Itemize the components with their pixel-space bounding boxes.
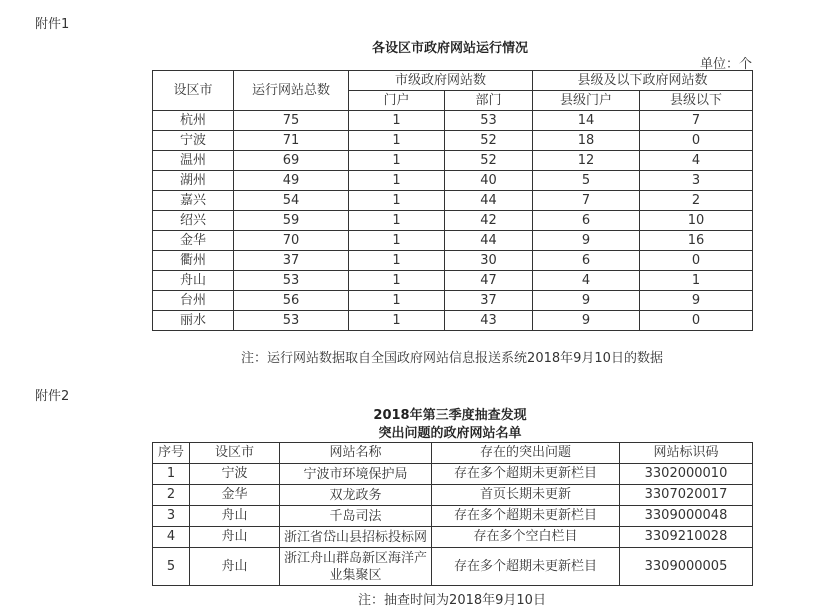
no-cell: 4: [153, 527, 190, 548]
city-website-table: [152, 70, 753, 331]
portal-cell: 1: [349, 291, 445, 311]
city-cell: 舟山: [190, 506, 280, 527]
attachment2-label: 附件2: [35, 389, 70, 404]
table-row: [153, 251, 753, 271]
city-cell: 金华: [153, 231, 234, 251]
header-portal: 门户: [349, 91, 445, 111]
dept-cell: 37: [445, 291, 533, 311]
site-name-cell: 双龙政务: [280, 485, 432, 506]
site-code-cell: 3309000048: [620, 506, 753, 527]
dept-cell: 44: [445, 231, 533, 251]
header-below-county: 县级以下: [640, 91, 753, 111]
total-cell: 37: [234, 251, 349, 271]
city-cell: 杭州: [153, 111, 234, 131]
header-issue: 存在的突出问题: [432, 443, 620, 464]
dept-cell: 42: [445, 211, 533, 231]
portal-cell: 1: [349, 151, 445, 171]
dept-cell: 43: [445, 311, 533, 331]
below-county-cell: 4: [640, 151, 753, 171]
issue-cell: 存在多个空白栏目: [432, 527, 620, 548]
table-row: [153, 131, 753, 151]
table-header-row: [153, 443, 753, 464]
city-cell: 嘉兴: [153, 191, 234, 211]
total-cell: 70: [234, 231, 349, 251]
table-row: [153, 171, 753, 191]
issue-cell: 存在多个超期未更新栏目: [432, 506, 620, 527]
city-cell: 舟山: [190, 548, 280, 586]
portal-cell: 1: [349, 211, 445, 231]
below-county-cell: 0: [640, 131, 753, 151]
below-county-cell: 3: [640, 171, 753, 191]
total-cell: 69: [234, 151, 349, 171]
no-cell: 3: [153, 506, 190, 527]
portal-cell: 1: [349, 231, 445, 251]
header-city-group: 市级政府网站数: [349, 71, 533, 91]
dept-cell: 44: [445, 191, 533, 211]
county-portal-cell: 6: [533, 211, 640, 231]
county-portal-cell: 14: [533, 111, 640, 131]
problem-websites-table: [152, 442, 753, 586]
table-row: [153, 151, 753, 171]
table-row: [153, 271, 753, 291]
attachment2-title-line1: 2018年第三季度抽查发现: [373, 408, 527, 423]
county-portal-cell: 9: [533, 291, 640, 311]
below-county-cell: 9: [640, 291, 753, 311]
header-county-group: 县级及以下政府网站数: [533, 71, 753, 91]
portal-cell: 1: [349, 131, 445, 151]
below-county-cell: 0: [640, 311, 753, 331]
issue-cell: 存在多个超期未更新栏目: [432, 548, 620, 586]
site-code-cell: 3307020017: [620, 485, 753, 506]
county-portal-cell: 4: [533, 271, 640, 291]
attachment1-note: 注：运行网站数据取自全国政府网站信息报送系统2018年9月10日的数据: [241, 351, 663, 366]
no-cell: 1: [153, 464, 190, 485]
table-row: [153, 211, 753, 231]
table-row: [153, 527, 753, 548]
table-row: [153, 111, 753, 131]
attachment2-note: 注：抽查时间为2018年9月10日: [358, 593, 546, 608]
site-code-cell: 3302000010: [620, 464, 753, 485]
table-row: [153, 311, 753, 331]
table-row: [153, 191, 753, 211]
attachment1-title: 各设区市政府网站运行情况: [371, 41, 528, 56]
portal-cell: 1: [349, 311, 445, 331]
header-city: 设区市: [190, 443, 280, 464]
total-cell: 53: [234, 311, 349, 331]
city-cell: 衢州: [153, 251, 234, 271]
site-code-cell: 3309210028: [620, 527, 753, 548]
attachment2-title-line2: 突出问题的政府网站名单: [378, 426, 522, 441]
below-county-cell: 0: [640, 251, 753, 271]
below-county-cell: 10: [640, 211, 753, 231]
header-total: 运行网站总数: [234, 71, 349, 111]
city-cell: 湖州: [153, 171, 234, 191]
site-code-cell: 3309000005: [620, 548, 753, 586]
county-portal-cell: 9: [533, 231, 640, 251]
city-cell: 台州: [153, 291, 234, 311]
header-dept: 部门: [445, 91, 533, 111]
total-cell: 75: [234, 111, 349, 131]
county-portal-cell: 12: [533, 151, 640, 171]
header-city: 设区市: [153, 71, 234, 111]
portal-cell: 1: [349, 171, 445, 191]
table-header-row: [153, 71, 753, 91]
total-cell: 59: [234, 211, 349, 231]
portal-cell: 1: [349, 191, 445, 211]
table-row: [153, 464, 753, 485]
county-portal-cell: 5: [533, 171, 640, 191]
city-cell: 宁波: [153, 131, 234, 151]
table-row: [153, 506, 753, 527]
issue-cell: 首页长期未更新: [432, 485, 620, 506]
no-cell: 5: [153, 548, 190, 586]
dept-cell: 40: [445, 171, 533, 191]
dept-cell: 47: [445, 271, 533, 291]
dept-cell: 53: [445, 111, 533, 131]
header-site-name: 网站名称: [280, 443, 432, 464]
total-cell: 49: [234, 171, 349, 191]
city-cell: 舟山: [153, 271, 234, 291]
table-row: [153, 291, 753, 311]
dept-cell: 52: [445, 151, 533, 171]
total-cell: 54: [234, 191, 349, 211]
city-cell: 金华: [190, 485, 280, 506]
no-cell: 2: [153, 485, 190, 506]
below-county-cell: 7: [640, 111, 753, 131]
dept-cell: 52: [445, 131, 533, 151]
county-portal-cell: 18: [533, 131, 640, 151]
header-site-code: 网站标识码: [620, 443, 753, 464]
county-portal-cell: 7: [533, 191, 640, 211]
header-county-portal: 县级门户: [533, 91, 640, 111]
attachment1-label: 附件1: [35, 17, 70, 32]
city-cell: 绍兴: [153, 211, 234, 231]
table-row: [153, 485, 753, 506]
dept-cell: 30: [445, 251, 533, 271]
site-name-cell: 宁波市环境保护局: [280, 464, 432, 485]
county-portal-cell: 9: [533, 311, 640, 331]
site-name-cell: 浙江舟山群岛新区海洋产业集聚区: [280, 548, 432, 586]
table-row: [153, 231, 753, 251]
below-county-cell: 16: [640, 231, 753, 251]
portal-cell: 1: [349, 271, 445, 291]
portal-cell: 1: [349, 251, 445, 271]
below-county-cell: 2: [640, 191, 753, 211]
issue-cell: 存在多个超期未更新栏目: [432, 464, 620, 485]
city-cell: 舟山: [190, 527, 280, 548]
total-cell: 53: [234, 271, 349, 291]
table-row: [153, 548, 753, 586]
city-cell: 丽水: [153, 311, 234, 331]
site-name-cell: 浙江省岱山县招标投标网: [280, 527, 432, 548]
header-no: 序号: [153, 443, 190, 464]
site-name-cell: 千岛司法: [280, 506, 432, 527]
city-cell: 温州: [153, 151, 234, 171]
below-county-cell: 1: [640, 271, 753, 291]
city-cell: 宁波: [190, 464, 280, 485]
unit-label: 单位：个: [699, 57, 752, 72]
total-cell: 56: [234, 291, 349, 311]
portal-cell: 1: [349, 111, 445, 131]
county-portal-cell: 6: [533, 251, 640, 271]
total-cell: 71: [234, 131, 349, 151]
